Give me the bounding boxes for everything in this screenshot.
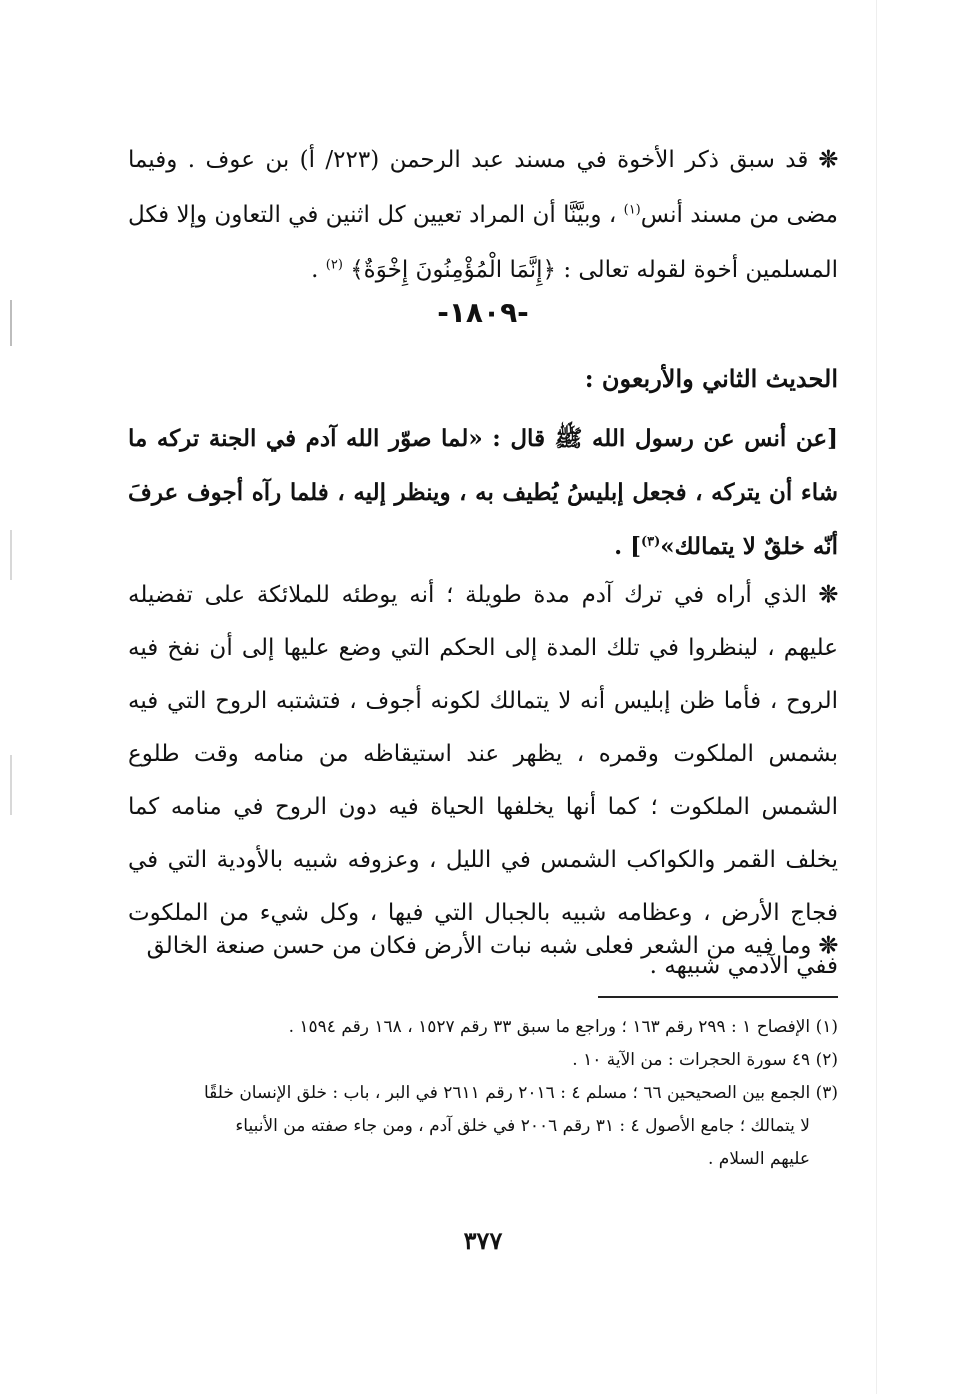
scan-artifact-line [876, 0, 877, 1394]
footnote-number: (٣) [815, 1083, 838, 1103]
footnote-number: (١) [815, 1017, 838, 1037]
hadith-number: -١٨٠٩- [437, 296, 529, 329]
footnote-text: الإفصاح ١ : ٢٩٩ رقم ١٦٣ ؛ وراجع ما سبق ٣٣ رقم ١٥٢٧ ، ١٦٨ رقم ١٥٩٤ . [288, 1017, 811, 1037]
page-number: ٣٧٧ [463, 1226, 503, 1255]
paragraph-1 [128, 132, 838, 298]
paragraph-marker: ❊ [818, 932, 838, 959]
paragraph-text: قد سبق ذكر الأخوة في مسند عبد الرحمن (٢٢٣/ أ) بن عوف . وفيما مضى من مسند أنس [128, 147, 838, 228]
footnote-ref: (٣) [641, 534, 661, 550]
paragraph-text: الذي أراه في ترك آدم مدة طويلة ؛ أنه يوطئه للملائكة على تفضيله عليهم ، لينظروا في تلك المدة إلى الحكم التي وضع عليها إلى أن نفخ فيه الروح ، فأما ظن إبليس أنه لا يتمالك لكونه أجوف ، فتشتبه الروح التي فيه بشمس الملكوت وقمره ، يظهر عند استيقاظه من منامه وقت طلوع الشمس الملكوت ؛ كما أنها يخلفها الحياة فيه دون الروح في منامه كما يخلف القمر والكواكب الشمس في الليل ، وعزوفه شبيه بالأودية التي في فجاج الأرض ، وعظامه شبيه بالجبال التي فيها ، وكل شيء من الملكوت ففي الآدمي شبيهه . [128, 582, 838, 979]
footnote-ref: (١) [623, 202, 641, 218]
footnote-number: (٢) [815, 1050, 838, 1070]
footnote-divider [598, 996, 838, 998]
footnote-item [128, 1012, 838, 1043]
footnote-text: ٤٩ سورة الحجرات : من الآية ١٠ . [572, 1050, 811, 1070]
scan-artifact-line [10, 300, 12, 346]
footnotes [128, 1012, 838, 1177]
paragraph-text: وما فيه من الشعر فعلى شبه نبات الأرض فكان من حسن صنعة الخالق [146, 933, 812, 959]
footnote-continuation: لا يتمالك ؛ جامع الأصول ٤ : ٣١ رقم ٢٠٠٦ في خلق آدم ، ومن جاء صفته من الأنبياء [235, 1116, 810, 1136]
footnote-item [128, 1078, 838, 1109]
footnote-item [128, 1045, 838, 1076]
paragraph-4 [128, 918, 838, 974]
footnote-ref: (٢) [325, 257, 343, 273]
paragraph-text: [عن أنس عن رسول الله ﷺ قال : «لما صوّر الله آدم في الجنة تركه ما شاء أن يتركه ، فجعل إبليسُ يُطيف به ، وينظر إليه ، فلما رآه أجوف عرفَ أنّه خلقٌ لا يتمالك» [128, 425, 838, 560]
section-heading: الحديث الثاني والأربعون : [584, 364, 838, 393]
paragraph-text: ] . [614, 533, 641, 560]
paragraph-text: ، وبيَّنَّا أن المراد تعيين كل اثنين في التعاون وإلا فكل المسلمين أخوة لقوله تعالى : ﴿إِنَّمَا الْمُؤْمِنُونَ إِخْوَةٌ﴾ [128, 202, 838, 283]
scan-artifact-line [10, 530, 12, 580]
paragraph-marker: ❊ [818, 581, 839, 608]
paragraph-text: . [311, 257, 319, 283]
paragraph-marker: ❊ [818, 146, 839, 173]
scan-artifact-line [10, 755, 12, 815]
footnote-text: الجمع بين الصحيحين ٦٦ ؛ مسلم ٤ : ٢٠١٦ رقم ٢٦١١ في البر ، باب : خلق الإنسان خلقًا [204, 1083, 811, 1103]
footnote-continuation: عليهم السلام . [708, 1149, 810, 1169]
hadith-text [128, 412, 838, 574]
